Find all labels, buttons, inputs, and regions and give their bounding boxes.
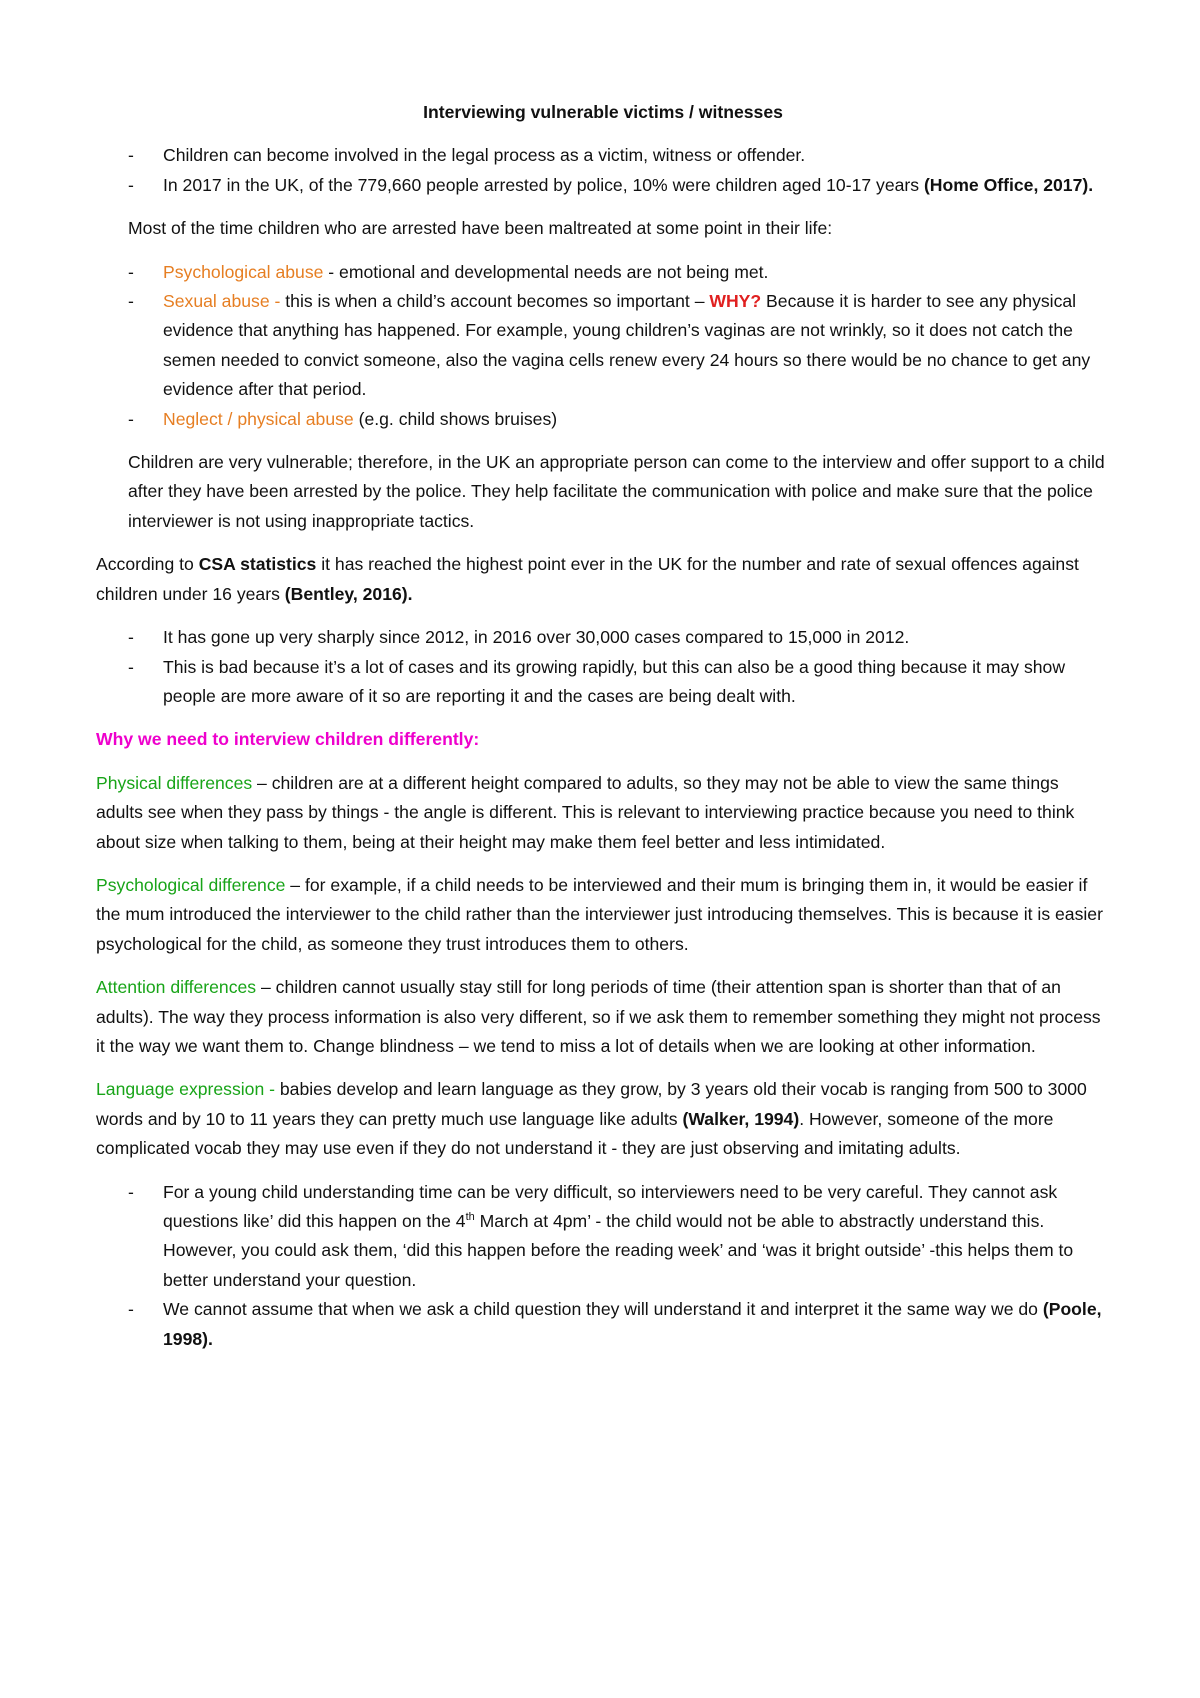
why-highlight: WHY? bbox=[709, 291, 762, 312]
list-item: - It has gone up very sharply since 2012, in 2016 over 30,000 cases compared to 15,000 in 2012. bbox=[96, 623, 1110, 652]
bullet-dash: - bbox=[128, 627, 134, 648]
term-label: Sexual abuse - bbox=[163, 291, 286, 312]
citation: (Bentley, 2016) bbox=[284, 583, 408, 604]
term-label: Language expression - bbox=[96, 1079, 275, 1100]
document-title: Interviewing vulnerable victims / witnesses bbox=[423, 102, 783, 122]
citation: (Home Office, 2017) bbox=[923, 174, 1089, 195]
abuse-list bbox=[96, 258, 1110, 434]
bullet-dash: - bbox=[128, 174, 134, 195]
list-item: - Neglect / physical abuse (e.g. child shows bruises) bbox=[96, 405, 1110, 434]
bullet-dash: - bbox=[128, 145, 134, 166]
list-item: - This is bad because it’s a lot of cases and its growing rapidly, but this can also be a good thing because it may show people are more aware of it so are reporting it and the cases are being dealt with. bbox=[96, 653, 1110, 712]
paragraph-maltreated: Most of the time children who are arrested have been maltreated at some point in their life: bbox=[128, 218, 833, 239]
term-label: Psychological difference bbox=[96, 874, 286, 895]
paragraph-language: Language expression - babies develop and learn language as they grow, by 3 years old their vocab is ranging from 500 to 3000 words and by 10 to 11 years they can pretty much use language like adults (Walker, 1994). However, someone of the more complicated vocab they may use even if they do not understand it - they are just observing and imitating adults. bbox=[96, 1079, 1087, 1159]
csa-list bbox=[96, 623, 1110, 711]
bullet-dash: - bbox=[128, 1299, 134, 1320]
term-label: Physical differences bbox=[96, 772, 253, 793]
document-body bbox=[96, 98, 1110, 1368]
citation: (Poole, 1998) bbox=[163, 1299, 1102, 1349]
paragraph-psychological: Psychological difference – for example, if a child needs to be interviewed and their mum is bringing them in, it would be easier if the mum introduced the interviewer to the child rather than the interviewer just introducing themselves. This is because it is easier psychological for the child, as someone they trust introduces them to others. bbox=[96, 874, 1103, 954]
list-item: - In 2017 in the UK, of the 779,660 people arrested by police, 10% were children aged 10-17 years (Home Office, 2017). bbox=[96, 171, 1110, 200]
list-item: - Psychological abuse - emotional and developmental needs are not being met. bbox=[96, 258, 1110, 287]
list-item: - Sexual abuse - this is when a child’s account becomes so important – WHY? Because it is harder to see any physical evidence that anything has happened. For example, young children’s vaginas are not wrinkly, so it does not catch the semen needed to convict someone, also the vagina cells renew every 24 hours so there would be no chance to get any evidence after that period. bbox=[96, 287, 1110, 405]
bullet-dash: - bbox=[128, 656, 134, 677]
citation: (Walker, 1994) bbox=[682, 1108, 800, 1129]
language-list bbox=[96, 1178, 1110, 1354]
paragraph-physical: Physical differences – children are at a different height compared to adults, so they may not be able to view the same things adults see when they pass by things - the angle is different. This is relevant to interviewing practice because you need to think about size when talking to them, being at their height may make them feel better and less intimidated. bbox=[96, 772, 1075, 852]
list-item: - We cannot assume that when we ask a child question they will understand it and interpret it the same way we do (Poole, 1998). bbox=[96, 1295, 1110, 1354]
paragraph-attention: Attention differences – children cannot usually stay still for long periods of time (their attention span is shorter than that of an adults). The way they process information is also very different, so if we ask them to remember something they might not process it the way we want them to. Change blindness – we tend to miss a lot of details when we are looking at other information. bbox=[96, 977, 1101, 1056]
list-item: - For a young child understanding time can be very difficult, so interviewers need to be very careful. They cannot ask questions like’ did this happen on the 4th March at 4pm’ - the child would not be able to abstractly understand this. However, you could ask them, ‘did this happen before the reading week’ and ‘was it bright outside’ -this helps them to better understand your question. bbox=[96, 1178, 1110, 1296]
list-item: - Children can become involved in the legal process as a victim, witness or offender. bbox=[96, 141, 1110, 170]
bullet-dash: - bbox=[128, 291, 134, 312]
section-heading: Why we need to interview children differently: bbox=[96, 729, 480, 750]
bullet-dash: - bbox=[128, 408, 134, 429]
paragraph-vulnerable: Children are very vulnerable; therefore, in the UK an appropriate person can come to the interview and offer support to a child after they have been arrested by the police. They help facilitate the communication with police and make sure that the police interviewer is not using inappropriate tactics. bbox=[128, 452, 1105, 531]
term-label: Neglect / physical abuse bbox=[163, 408, 354, 429]
paragraph-csa: According to CSA statistics it has reached the highest point ever in the UK for the number and rate of sexual offences against children under 16 years (Bentley, 2016). bbox=[96, 554, 1079, 604]
bullet-dash: - bbox=[128, 1181, 134, 1202]
bullet-dash: - bbox=[128, 261, 134, 282]
intro-list bbox=[96, 141, 1110, 200]
term-label: Psychological abuse bbox=[163, 261, 324, 282]
term-label: Attention differences bbox=[96, 977, 257, 998]
